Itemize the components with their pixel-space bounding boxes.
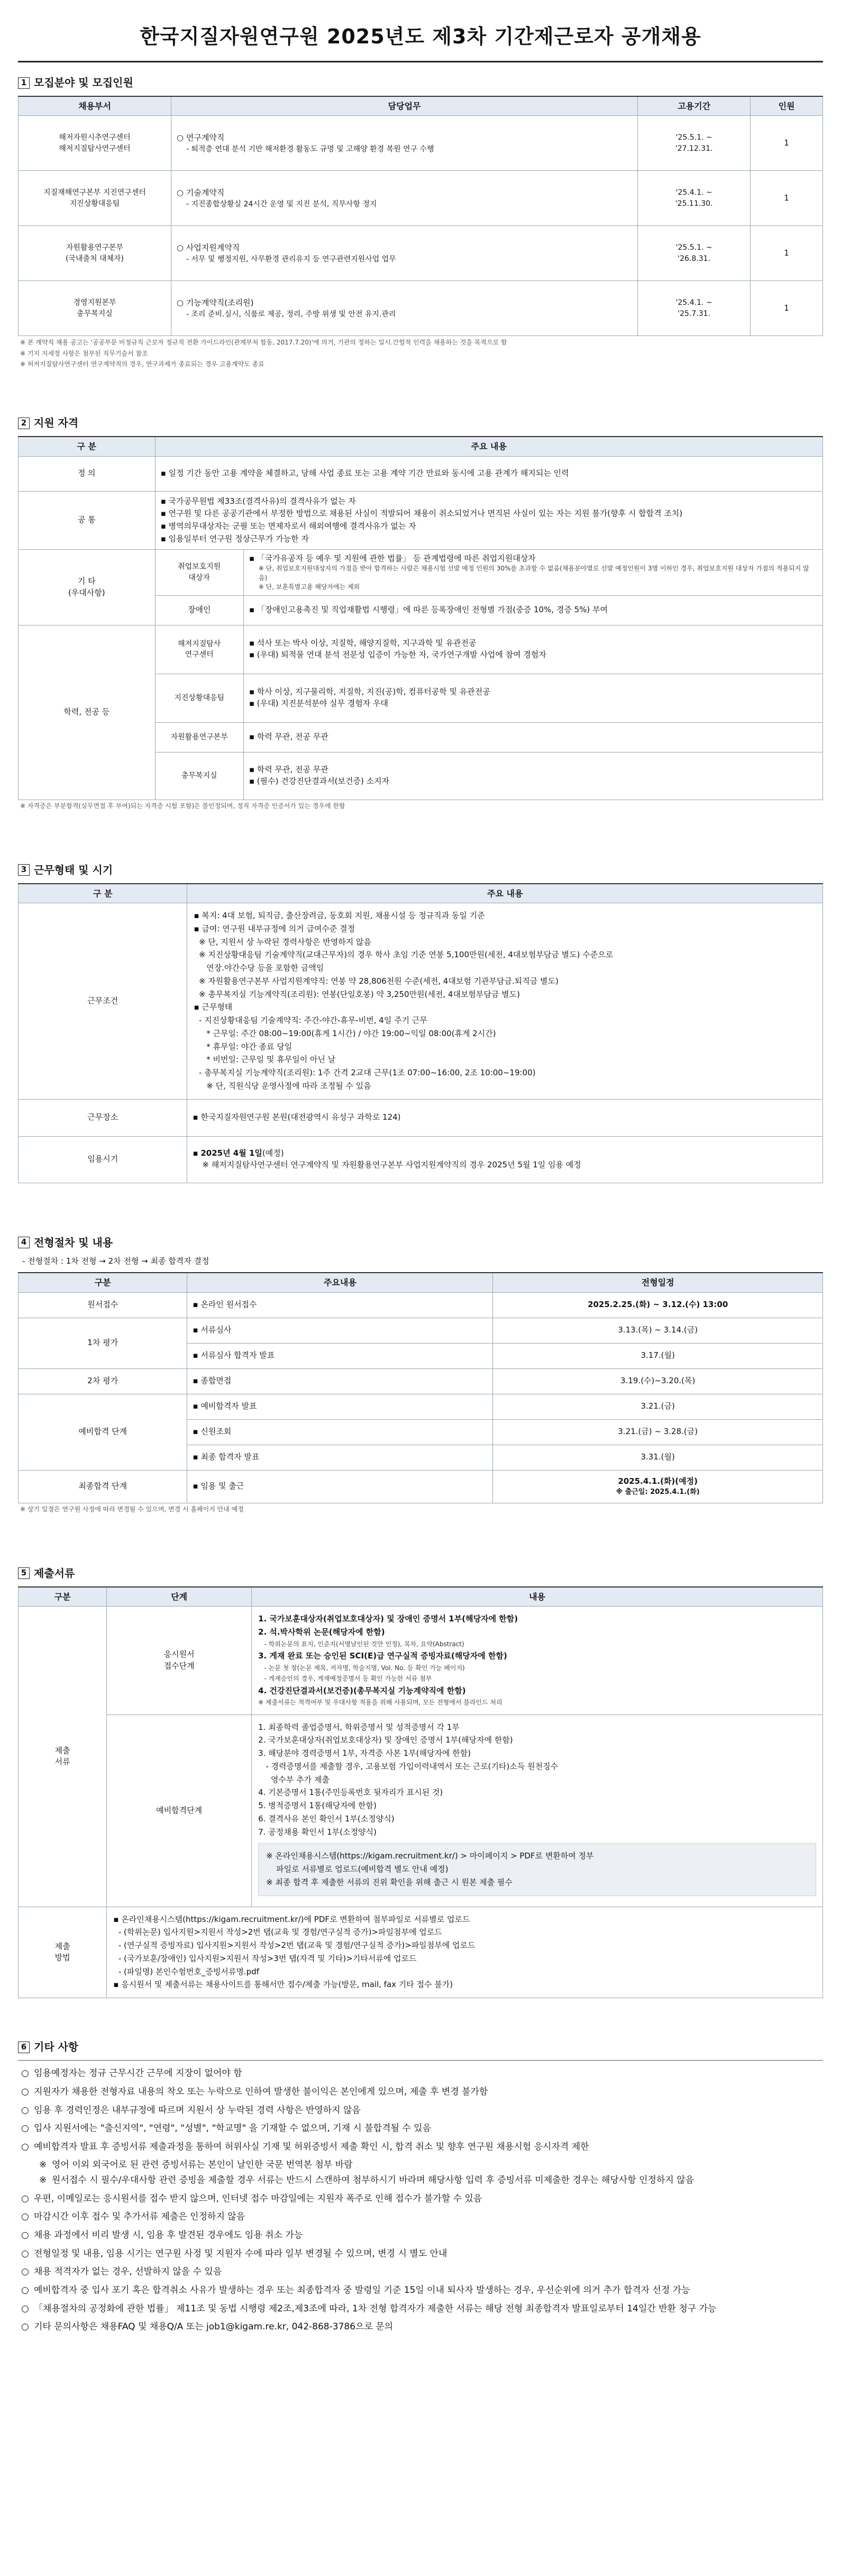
- col-header: 구 분: [19, 884, 187, 903]
- period-cell: '25.5.1. ~ '27.12.31.: [638, 116, 751, 171]
- location-cell: ▪ 한국지질자원연구원 본원(대전광역시 유성구 과학로 124): [187, 1099, 823, 1136]
- table-row: [19, 171, 823, 226]
- definition-cell: ▪ 일정 기간 동안 고용 계약을 체결하고, 당해 사업 종료 또는 고용 계약 기간 만료와 동시에 고용 관계가 해지되는 인력: [155, 456, 822, 491]
- col-header: 전형일정: [493, 1273, 823, 1292]
- condition-line: ※ 단, 지원서 상 누락된 경력사항은 반영하지 않음: [194, 937, 371, 947]
- date-text: 3.13.(목) ~ 3.14.(금): [618, 1325, 698, 1335]
- edu-item: (우대) 지진분석분야 실무 경험자 우대: [257, 699, 388, 709]
- item-text: 임용 및 출근: [200, 1481, 244, 1491]
- etc-text: 임용 후 경력인정은 내부규정에 따르며 지원서 상 누락된 경력 사항은 반영하지 않음: [34, 2105, 361, 2116]
- col-header: 구 분: [19, 437, 156, 456]
- common-item: ▪ 연구원 및 다른 공공기관에서 부정한 방법으로 채용된 사실이 적발되어 채용이 취소되었거나 면직된 사실이 있는 자는 지원 불가(향후 시 합합격 조치): [160, 509, 683, 519]
- bullet: ▪: [193, 1148, 201, 1158]
- method-line: - (학위논문) 입사지원>지원서 작성>2번 탭(교육 및 경험/연구실적 증가)>파일첨부에 업로드: [113, 1927, 442, 1937]
- item-text: 예비합격자 발표: [200, 1401, 257, 1411]
- circle-bullet-icon: ○: [21, 2123, 29, 2134]
- period-cell: '25.5.1. ~ '26.8.31.: [638, 226, 751, 281]
- etc-text: 전형일정 및 내용, 임용 시기는 연구원 사정 및 지원자 수에 따라 일부 변경될 수 있으며, 변경 시 별도 안내: [34, 2248, 447, 2259]
- item-text: 서류심사 합격자 발표: [200, 1350, 275, 1360]
- circle-bullet-icon: ○: [21, 2068, 29, 2079]
- sub-label: 장애인: [155, 595, 243, 625]
- condition-line: * 근무일: 주간 08:00~19:00(휴게 1시간) / 야간 19:00~익일 08:00(휴게 2시간): [194, 1028, 496, 1038]
- etc-text: 기타 문의사항은 채용FAQ 및 채용Q/A 또는 job1@kigam.re.kr, 042-868-3786으로 문의: [34, 2321, 394, 2333]
- method-cell: [107, 1907, 823, 1998]
- section-divider: [18, 2060, 823, 2061]
- conditions-cell: [187, 903, 823, 1100]
- duty-cell: [171, 226, 637, 281]
- disability-text: 「장애인고용촉진 및 직업재활법 시행령」에 따른 등록장애인 전형별 가점(중증 10%, 경증 5%) 부여: [257, 605, 608, 615]
- method-line: - (국가보훈/장애인) 입사지원>지원서 작성>3번 탭(자격 및 기타)>기타서류에 업로드: [113, 1953, 417, 1963]
- etc-item: [18, 2302, 823, 2316]
- etc-text: 예비합격자 발표 후 증빙서류 제출과정을 통하여 허위사실 기재 및 허위증빙서 제출 확인 시, 합격 취소 및 향후 연구원 채용시험 응시자격 제한: [34, 2141, 589, 2152]
- doc-line: - 학위논문의 표지, 인준지(서명날인된 것만 인정), 목차, 요약(Abstract): [258, 1640, 464, 1648]
- edu-cell: ▪ 학사 이상, 지구물리학, 지질학, 지진(공)학, 컴퓨터공학 및 유관전공 ▪ (우대) 지진분석분야 실무 경험자 우대: [243, 674, 822, 722]
- edu-cell: ▪ 학력 무관, 전공 무관 ▪ (필수) 건강진단결과서(보건증) 소지자: [243, 752, 822, 800]
- note-line: ※ 본 계약직 채용 공고는 '공공부문 비정규직 근로자 정규직 전환 가이드라인(관계부처 합동, 2017.7.20)'에 의거, 기관의 정하는 일시.간헐적 인력을 채용하는 것을 목적으로 함: [20, 339, 507, 347]
- etc-subitem: [18, 2158, 823, 2172]
- duty-detail: - 지진종합상황실 24시간 운영 및 지진 분석, 직무사항 정지: [186, 199, 377, 208]
- dept-cell: 지질재해연구본부 지진연구센터 지진상황대응팀: [19, 171, 171, 226]
- stage-cell: 1차 평가: [19, 1318, 187, 1368]
- doc-line: 6. 결격사유 본인 확인서 1부(소정양식): [258, 1813, 395, 1824]
- section-1-heading: [18, 75, 823, 90]
- circle-bullet-icon: ○: [21, 2193, 29, 2204]
- section-6-heading: [18, 2039, 823, 2055]
- period-cell: '25.4.1. ~ '25.7.31.: [638, 281, 751, 336]
- stage-cell: 최종합격 단계: [19, 1470, 187, 1503]
- priority-note: ※ 단, 보훈특별고용 해당자에는 제외: [258, 583, 360, 591]
- etc-item: [18, 2247, 823, 2261]
- count-cell: 1: [751, 281, 823, 336]
- circle-bullet-icon: ○: [21, 2303, 29, 2314]
- online-note-box: [258, 1843, 816, 1895]
- sub-label: 자원활용연구본부: [155, 722, 243, 752]
- circle-bullet-icon: ○: [21, 2266, 29, 2278]
- stage-label: 예비합격단계: [107, 1715, 252, 1907]
- definition-text: 일정 기간 동안 고용 계약을 체결하고, 당해 사업 종료 또는 고용 계약 기간 만료와 동시에 고용 관계가 해지되는 인력: [168, 468, 569, 478]
- duty-cell: [171, 116, 637, 171]
- item-cell: ▪ 종합면접: [187, 1368, 493, 1394]
- doc-line: - 게재승인의 경우, 게재예정증명서 등 확인 가능한 서류 첨부: [258, 1675, 432, 1683]
- date-text: 3.19.(수)~3.20.(목): [620, 1376, 696, 1386]
- reference-mark-icon: ※: [39, 2175, 47, 2186]
- title-divider: [18, 61, 823, 62]
- date-cell: [493, 1368, 823, 1394]
- work-conditions-table: [18, 883, 823, 1183]
- section-number: 6: [18, 2042, 30, 2053]
- col-header: 내용: [252, 1587, 823, 1607]
- item-cell: ▪ 신원조회: [187, 1419, 493, 1445]
- item-text: 신원조회: [200, 1427, 232, 1437]
- common-item: ▪ 임용일부터 연구원 정상근무가 가능한 자: [160, 533, 309, 543]
- date-text: 3.21.(금) ~ 3.28.(금): [618, 1427, 698, 1437]
- disability-cell: ▪ 「장애인고용촉진 및 직업재활법 시행령」에 따른 등록장애인 전형별 가점(중증 10%, 경증 5%) 부여: [243, 595, 822, 625]
- doc-line: ※ 제출서류는 적격여부 및 우대사항 적용을 위해 사용되며, 모든 전형에서 블라인드 처리: [258, 1699, 502, 1707]
- item-text: 온라인 원서접수: [200, 1300, 257, 1310]
- duty-title: ○ 기능계약직(조리원): [176, 297, 254, 307]
- col-header: 인원: [751, 96, 823, 116]
- date-text: 3.31.(월): [641, 1452, 675, 1462]
- common-item-text: 병역의무대상자는 군필 또는 면제자로서 해외여행에 결격사유가 없는 자: [168, 521, 416, 531]
- table-row: [19, 116, 823, 171]
- edu-item: (필수) 건강진단결과서(보건증) 소지자: [257, 776, 390, 786]
- recruitment-table: [18, 96, 823, 336]
- stage-cell: 2차 평가: [19, 1368, 187, 1394]
- col-header: 구분: [19, 1273, 187, 1292]
- common-item: ▪ 병역의무대상자는 군필 또는 면제자로서 해외여행에 결격사유가 없는 자: [160, 521, 416, 531]
- doc-line: 5. 병적증명서 1통(해당자에 한함): [258, 1801, 377, 1811]
- etc-item: [18, 2265, 823, 2279]
- etc-item: [18, 2122, 823, 2135]
- start-date-suffix: (예정): [262, 1148, 284, 1158]
- row-label: 제출 방법: [19, 1907, 107, 1998]
- etc-text: 「채용절차의 공정화에 관한 법률」 제11조 및 동법 시행령 제2조,제3조에 따라, 1차 전형 합격자가 제출한 서류는 해당 전형 최종합격자 발표일로부터 14일간 반환 청구 가능: [34, 2303, 717, 2314]
- date-text: 2025.2.25.(화) ~ 3.12.(수) 13:00: [588, 1300, 728, 1310]
- item-text: 최종 합격자 발표: [200, 1452, 260, 1462]
- section-title: 전형절차 및 내용: [34, 1236, 113, 1249]
- count-cell: 1: [751, 116, 823, 171]
- doc-line: 3. 게재 완료 또는 승인된 SCI(E)급 연구실적 증빙자료(해당자에 한함): [258, 1651, 507, 1661]
- edu-item: 석사 또는 박사 이상, 지질학, 해양지질학, 지구과학 및 유관전공: [257, 638, 477, 648]
- box-line: ※ 온라인채용시스템(https://kigam.recruitment.kr/) > 마이페이지 > PDF로 변환하여 정부: [266, 1851, 594, 1861]
- date-cell: [493, 1292, 823, 1318]
- edu-item: 학력 무관, 전공 무관: [257, 732, 328, 742]
- priority-text: 「국가유공자 등 예우 및 지원에 관한 법률」 등 관계법령에 따른 취업지원대상자: [257, 553, 536, 563]
- col-header: 주요 내용: [187, 884, 823, 903]
- duty-title: ○ 연구계약직: [176, 132, 225, 142]
- reference-mark-icon: ※: [39, 2160, 47, 2171]
- circle-bullet-icon: ○: [21, 2284, 29, 2296]
- circle-bullet-icon: ○: [21, 2141, 29, 2152]
- table-row: [19, 226, 823, 281]
- etc-text: 채용 과정에서 비리 발생 시, 임용 후 발견된 경우에도 임용 취소 가능: [34, 2229, 303, 2241]
- section-title: 모집분야 및 모집인원: [34, 76, 133, 89]
- start-date-cell: [187, 1136, 823, 1183]
- item-cell: ▪ 서류심사 합격자 발표: [187, 1343, 493, 1368]
- method-line: - (파일명) 본인수험번호_증빙서류명.pdf: [113, 1966, 259, 1976]
- page-title: 한국지질자원연구원 2025년도 제3차 기간제근로자 공개채용: [140, 25, 701, 48]
- etc-subitem: [18, 2174, 823, 2187]
- method-line: - (연구실적 증빙자료) 입사지원>지원서 작성>2번 탭(교육 및 경험/연구실적 증가)>파일첨부에 업로드: [113, 1940, 476, 1951]
- condition-line: ※ 단, 직원식당 운영사정에 따라 조정될 수 있음: [194, 1081, 371, 1091]
- table-row: [19, 281, 823, 336]
- section-2-heading: [18, 415, 823, 431]
- edu-item: (우대) 퇴적물 연대 분석 전문성 입증이 가능한 자, 국가연구개발 사업에 참여 경험자: [257, 650, 546, 660]
- date-text: 3.17.(월): [641, 1350, 675, 1360]
- etc-text: 임용예정자는 정규 근무시간 근무에 지장이 없어야 함: [34, 2068, 242, 2079]
- etc-list: [18, 2067, 823, 2334]
- start-date-note: ※ 해저지질탐사연구센터 연구계약직 및 자원활용연구본부 사업지원계약직의 경우 2025년 5월 1일 임용 예정: [202, 1160, 581, 1170]
- col-header: 담당업무: [171, 96, 637, 116]
- doc-line: 1. 최종학력 졸업증명서, 학위증명서 및 성적증명서 각 1부: [258, 1722, 460, 1732]
- circle-bullet-icon: ○: [21, 2211, 29, 2223]
- common-item: ▪ 국가공무원법 제33조(결격사유)의 결격사유가 없는 자: [160, 496, 356, 506]
- qualification-table: [18, 436, 823, 800]
- date-cell: [493, 1470, 823, 1503]
- date-text: 3.21.(금): [641, 1401, 675, 1411]
- sub-label: 지진상황대응팀: [155, 674, 243, 722]
- etc-text: 우편, 이메일로는 응시원서를 접수 받지 않으며, 인터넷 접수 마감일에는 지원자 폭주로 인해 접수가 불가할 수 있음: [34, 2193, 482, 2204]
- documents-table: [18, 1586, 823, 1998]
- row-label: 제출 서류: [19, 1607, 107, 1907]
- etc-text: 입사 지원서에는 "출신지역", "연령", "성별", "학교명" 을 기재할 수 없으며, 기재 시 불합격될 수 있음: [34, 2123, 432, 2134]
- condition-line: - 지진상황대응팀 기술계약직: 주간-야간-휴무-비번, 4일 주기 근무: [194, 1015, 427, 1026]
- note-line: ※ 허저지질탐사연구센터 연구계약직의 경우, 연구과제가 종료되는 경우 고용계약도 종료: [20, 360, 264, 368]
- row-label: 기 타 (우대사항): [19, 549, 156, 625]
- doc-line: - 경력증명서를 제출할 경우, 고용보험 가입이력내역서 또는 근로(기타)소득 원천징수: [258, 1761, 559, 1771]
- etc-item: [18, 2067, 823, 2080]
- table-row: [19, 1292, 823, 1318]
- etc-text: 지원자가 채용한 전형자료 내용의 착오 또는 누락으로 인하여 발생한 불이익은 본인에게 있으며, 제출 후 변경 불가함: [34, 2086, 488, 2097]
- etc-item: [18, 2192, 823, 2206]
- row-label: 근무조건: [19, 903, 187, 1100]
- note-line: ※ 기지 지세정 사항은 첨부된 직무기술서 참조: [20, 349, 148, 357]
- etc-item: [18, 2085, 823, 2099]
- edu-item: 학사 이상, 지구물리학, 지질학, 지진(공)학, 컴퓨터공학 및 유관전공: [257, 687, 490, 697]
- item-cell: ▪ 예비합격자 발표: [187, 1394, 493, 1419]
- circle-bullet-icon: ○: [21, 2248, 29, 2259]
- doc-line: 2. 국가보훈대상자(취업보호대상자) 및 장애인 증명서 1부(해당자에 한함): [258, 1735, 513, 1745]
- condition-line: ▪ 근무형태: [194, 1002, 233, 1012]
- procedure-text: - 전형절차 : 1차 전형 → 2차 전형 → 최종 합격자 결정: [22, 1256, 209, 1266]
- col-header: 채용부서: [19, 96, 171, 116]
- date-cell: [493, 1419, 823, 1445]
- date-cell: [493, 1445, 823, 1470]
- etc-text: 예비합격자 중 입사 포기 혹은 합격취소 사유가 발생하는 경우 또는 최종합격자 중 발령일 기준 15일 이내 퇴사자 발생하는 경우, 우선순위에 의거 추가 합격자 선정 가능: [34, 2284, 690, 2296]
- section-number: 3: [18, 864, 30, 876]
- doc-line: 4. 기본증명서 1통(주민등록번호 뒷자리가 표시된 것): [258, 1788, 443, 1798]
- row-label: 학력, 전공 등: [19, 625, 156, 800]
- section-title: 근무형태 및 시기: [34, 863, 113, 876]
- edu-cell: ▪ 학력 무관, 전공 무관: [243, 722, 822, 752]
- table-row: [19, 1318, 823, 1343]
- condition-line: ※ 지진상황대응팀 기술계약직(교대근무자)의 경우 학사 초임 기준 연봉 5,100만원(세전, 4대보험부담금 별도) 수준으로: [194, 950, 614, 960]
- condition-line: ▪ 복지: 4대 보험, 퇴직금, 출산장려금, 동호회 지원, 채용시설 등 정규직과 동일 기준: [194, 911, 485, 921]
- dept-cell: 자원활용연구본부 (국내출처 대체자): [19, 226, 171, 281]
- period-cell: '25.4.1. ~ '25.11.30.: [638, 171, 751, 226]
- doc-line: 4. 건강진단결과서(보건증)(총무복지실 기능계약직에 한함): [258, 1685, 466, 1695]
- sub-label: 총무복지실: [155, 752, 243, 800]
- date-cell: [493, 1394, 823, 1419]
- section-3-heading: [18, 863, 823, 878]
- condition-line: * 휴무일: 야간 종료 당일: [194, 1041, 292, 1051]
- etc-text: 마감시간 이후 접수 및 추가서류 제출은 인정하지 않음: [34, 2211, 245, 2223]
- section-number: 5: [18, 1567, 30, 1579]
- duty-detail: - 조리 준비.실시, 식품로 제공, 정리, 주방 위생 및 안전 유지.관리: [186, 310, 396, 319]
- section-title: 기타 사항: [34, 2040, 79, 2054]
- common-item-text: 국가공무원법 제33조(결격사유)의 결격사유가 없는 자: [168, 496, 356, 506]
- circle-bullet-icon: ○: [21, 2105, 29, 2116]
- etc-item: [18, 2210, 823, 2224]
- edu-item: 학력 무관, 전공 무관: [257, 765, 328, 775]
- stage2-docs: [252, 1715, 823, 1907]
- duty-detail: - 퇴적층 연대 분석 기반 해저환경 활동도 규명 및 고해양 환경 복원 연구 수행: [186, 144, 434, 153]
- doc-line: 2. 석.박사학위 논문(해당자에 한함): [258, 1627, 385, 1637]
- box-line: 파일로 서류별로 업로드(예비합격 별도 안내 예정): [266, 1864, 449, 1874]
- box-line: ※ 최종 합격 후 제출한 서류의 진위 확인을 위해 출근 시 원본 제출 필수: [266, 1877, 513, 1887]
- row-label: 근무장소: [19, 1099, 187, 1136]
- col-header: 주요 내용: [155, 437, 822, 456]
- common-item-text: 임용일부터 연구원 정상근무가 가능한 자: [168, 533, 309, 543]
- item-cell: ▪ 최종 합격자 발표: [187, 1445, 493, 1470]
- item-cell: ▪ 임용 및 출근: [187, 1470, 493, 1503]
- circle-bullet-icon: ○: [21, 2229, 29, 2241]
- method-line: ▪ 온라인채용시스템(https://kigam.recruitment.kr/)에 PDF로 변환하여 첨부파일로 서류별로 업로드: [113, 1914, 470, 1924]
- sub-label: 해저지질탐사 연구센터: [155, 625, 243, 674]
- condition-line: - 총무복지실 기능계약직(조리원): 1주 간격 2교대 근무(1조 07:00~16:00, 2조 10:00~19:00): [194, 1068, 536, 1078]
- etc-item: [18, 2320, 823, 2334]
- dept-cell: 해저자원시추연구센터 해저지질탐사연구센터: [19, 116, 171, 171]
- date-text: 2025.4.1.(화)(예정): [618, 1476, 698, 1486]
- edu-cell: ▪ 석사 또는 박사 이상, 지질학, 해양지질학, 지구과학 및 유관전공 ▪ (우대) 퇴적물 연대 분석 전문성 입증이 가능한 자, 국가연구개발 사업에 참여 경험자: [243, 625, 822, 674]
- dept-cell: 경영지원본부 총무복지실: [19, 281, 171, 336]
- count-cell: 1: [751, 226, 823, 281]
- doc-line: 3. 해당분야 경력증명서 1부, 자격증 사본 1부(해당자에 한함): [258, 1748, 471, 1758]
- doc-line: 1. 국가보훈대상자(취업보호대상자) 및 장애인 증명서 1부(해당자에 한함): [258, 1614, 518, 1624]
- col-header: 구분: [19, 1587, 107, 1607]
- item-cell: ▪ 온라인 원서접수: [187, 1292, 493, 1318]
- stage-cell: 예비합격 단계: [19, 1394, 187, 1470]
- col-header: 단계: [107, 1587, 252, 1607]
- table-row: [19, 1394, 823, 1419]
- etc-item: [18, 2284, 823, 2297]
- section-number: 1: [18, 77, 30, 89]
- duty-cell: [171, 281, 637, 336]
- etc-text: 원서접수 시 필수/우대사항 관련 증빙을 제출할 경우 서류는 반드시 스캔하여 첨부하시기 바라며 해당사항 입력 후 증빙서류 미제출한 경우는 해당사항 인정하지 않음: [52, 2175, 694, 2186]
- condition-line: 연장.야간수당 등을 포함한 금액임: [194, 963, 324, 973]
- item-text: 종합면접: [200, 1376, 232, 1386]
- etc-text: 영어 이외 외국어로 된 관련 증빙서류는 본인이 날인한 국문 번역본 첨부 바람: [52, 2160, 353, 2171]
- row-label: 임용시기: [19, 1136, 187, 1183]
- condition-line: ※ 총무복지실 기능계약직(조리원): 연봉(단일호봉) 약 3,250만원(세전, 4대보험부담금 별도): [194, 989, 520, 999]
- item-cell: ▪ 서류심사: [187, 1318, 493, 1343]
- condition-line: * 비번일: 근무일 및 휴무일이 아닌 날: [194, 1055, 336, 1065]
- section-note: ※ 상기 일정은 연구원 사정에 따라 변경될 수 있으며, 변경 시 홈페이지 안내 예정: [20, 1505, 244, 1513]
- etc-item: [18, 2140, 823, 2154]
- duty-cell: [171, 171, 637, 226]
- etc-item: [18, 2229, 823, 2242]
- duty-title: ○ 사업지원계약직: [176, 242, 240, 252]
- schedule-table: [18, 1272, 823, 1503]
- section-note: ※ 자격증은 부분합격(실무면접 후 부여)되는 자격증 시험 포함)은 불인정되며, 정직 자격증 인증서가 있는 경우에 한함: [20, 802, 345, 810]
- stage-label: 응시원서 접수단계: [107, 1607, 252, 1715]
- date-cell: [493, 1318, 823, 1343]
- doc-line: 영수부 추가 제출: [258, 1774, 330, 1784]
- common-cell: [155, 491, 822, 549]
- row-label: 공 통: [19, 491, 156, 549]
- section-title: 지원 자격: [34, 416, 79, 430]
- common-item-text: 연구원 및 다른 공공기관에서 부정한 방법으로 채용된 사실이 적발되어 채용이 취소되었거나 면직된 사실이 있는 자는 지원 불가(향후 시 합합격 조치): [168, 509, 683, 519]
- count-cell: 1: [751, 171, 823, 226]
- priority-cell: ▪ 「국가유공자 등 예우 및 지원에 관한 법률」 등 관계법령에 따른 취업지원대상자 ※ 단, 취업보호지원대상자의 가점을 받아 합격하는 사람은 채용시험 선발 예정 인원의 30%를 초과할 수 없음(채용분야별로 선발 예정인원이 3명 이하인 경우, 취업보호지원 대상자 가점의 적용되지 않음) ※ 단, 보훈특별고용 해당자에는 제외: [243, 549, 822, 595]
- date-cell: [493, 1343, 823, 1368]
- etc-item: [18, 2104, 823, 2117]
- method-line: ▪ 응시원서 및 제출서류는 채용사이트를 통해서만 접수/제출 가능(방문, mail, fax 기타 접수 불가): [113, 1980, 453, 1990]
- duty-title: ○ 기술계약직: [176, 187, 225, 197]
- col-header: 주요내용: [187, 1273, 493, 1292]
- stage-cell: 원서접수: [19, 1292, 187, 1318]
- section-number: 4: [18, 1237, 30, 1248]
- sub-label: 취업보호지원 대상자: [155, 549, 243, 595]
- item-text: 서류심사: [200, 1325, 232, 1335]
- duty-detail: - 서무 및 행정지원, 사무환경 관리유지 등 연구관련지원사업 업무: [186, 255, 396, 264]
- doc-line: - 논문 첫 장(논문 제목, 저자명, 학술지명, Vol. No. 등 확인 가능 페이지): [258, 1664, 465, 1672]
- etc-text: 채용 적격자가 없는 경우, 선발하지 않을 수 있음: [34, 2266, 222, 2278]
- condition-line: ▪ 급여: 연구원 내부규정에 의거 급여수준 결정: [194, 923, 355, 933]
- section-number: 2: [18, 418, 30, 429]
- row-label: 정 의: [19, 456, 156, 491]
- table-row: [19, 1470, 823, 1503]
- doc-line: 7. 공정채용 확인서 1부(소정양식): [258, 1827, 377, 1837]
- col-header: 고용기간: [638, 96, 751, 116]
- section-title: 제출서류: [34, 1566, 75, 1580]
- circle-bullet-icon: ○: [21, 2321, 29, 2333]
- start-date: 2025년 4월 1일: [200, 1148, 262, 1158]
- priority-note: ※ 단, 취업보호지원대상자의 가점을 받아 합격하는 사람은 채용시험 선발 예정 인원의 30%를 초과할 수 없음(채용분야별로 선발 예정인원이 3명 이하인 경우, 취업보호지원 대상자 가점의 적용되지 않음): [258, 565, 809, 582]
- circle-bullet-icon: ○: [21, 2086, 29, 2097]
- final-note: ※ 출근일: 2025.4.1.(화): [616, 1487, 700, 1496]
- table-row: [19, 1368, 823, 1394]
- stage1-docs: [252, 1607, 823, 1715]
- condition-line: ※ 자원활용연구본부 사업지원계약직: 연봉 약 28,806천원 수준(세전, 4대보험 기관부담금.퇴직금 별도): [194, 976, 559, 986]
- section-5-heading: [18, 1566, 823, 1581]
- section-4-heading: [18, 1235, 823, 1250]
